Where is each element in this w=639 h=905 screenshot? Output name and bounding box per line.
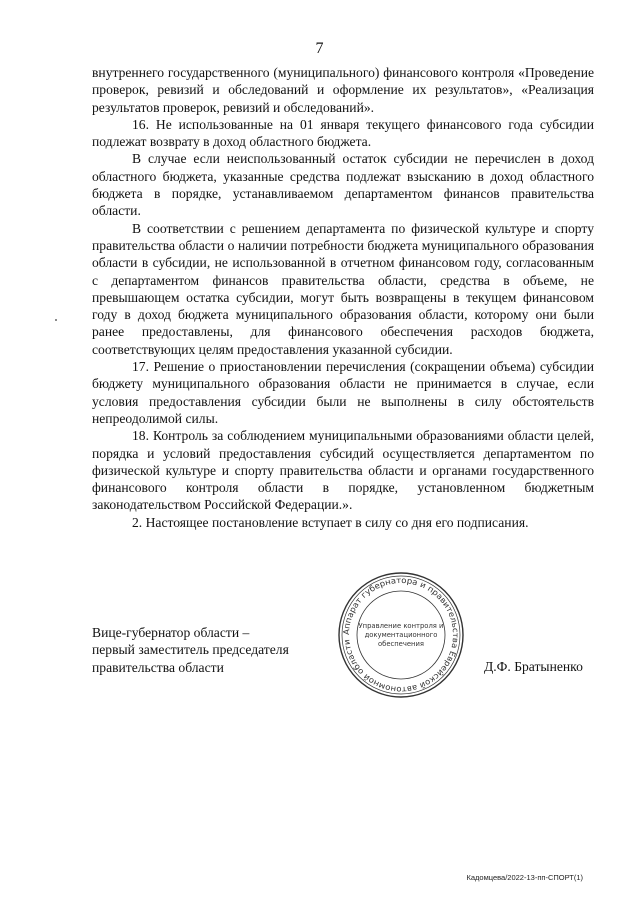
signatory-name: Д.Ф. Братыненко <box>484 659 583 674</box>
document-body <box>92 64 594 531</box>
page-number: 7 <box>315 40 324 57</box>
document-code: Кадомцева/2022-13-пп-СПОРТ(1) <box>466 873 583 882</box>
signatory-title-line: правительства области <box>92 659 224 675</box>
stamp-inner-line: документационного <box>364 631 438 639</box>
stamp-inner-text <box>359 622 444 648</box>
paragraph: 17. Решение о приостановлении перечисления (сокращении объема) субсидии бюджету муниципального образования области не принимается в случае, если условия предоставления субсидии были не выполнены в силу обстоятельств непреодолимой силы. <box>92 359 594 426</box>
stamp-outer-text: Аппарат губернатора и правительства Еврейской автономной области <box>341 575 461 695</box>
stamp-inner-line: обеспечения <box>377 640 425 648</box>
stamp-inner-line: Управление контроля и <box>358 622 444 630</box>
signatory-title-line: первый заместитель председателя <box>92 642 289 658</box>
paragraph: В соответствии с решением департамента по физической культуре и спорту правительства области о наличии потребности бюджета муниципального образования области в субсидии, не использованной в отчетном финансовом году, согласованным с департаментом финансов правительства области, средства в объеме, не превышающем остатка субсидии, могут быть возвращены в текущем финансовом году в доход бюджета муниципального образования области, которому они были ранее предоставлены, для финансового обеспечения расходов бюджета, соответствующих целям предоставления указанной субсидии. <box>92 220 594 357</box>
paragraph: В случае если неиспользованный остаток субсидии не перечислен в доход областного бюджета, указанные средства подлежат взысканию в доход областного бюджета в порядке, устанавливаемом департаментом финансов правительства области. <box>92 151 594 219</box>
paragraph: 16. Не использованные на 01 января текущего финансового года субсидии подлежат возврату в доход областного бюджета. <box>92 116 594 150</box>
official-stamp <box>336 570 466 700</box>
margin-mark <box>55 319 57 321</box>
signatory-title-line: Вице-губернатор области – <box>92 625 250 640</box>
paragraph: 18. Контроль за соблюдением муниципальными образованиями области целей, порядка и условий предоставления субсидий осуществляется департаментом по физической культуре и спорту правительства области и органами государственного финансового контроля области в порядке, установленном бюджетным законодательством Российской Федерации.». <box>92 428 594 513</box>
paragraph: 2. Настоящее постановление вступает в силу со дня его подписания. <box>132 514 529 530</box>
paragraph: внутреннего государственного (муниципального) финансового контроля «Проведение проверок, ревизий и обследований и оформление их результатов», «Реализация результатов проверок, ревизий и обследований». <box>92 65 594 115</box>
